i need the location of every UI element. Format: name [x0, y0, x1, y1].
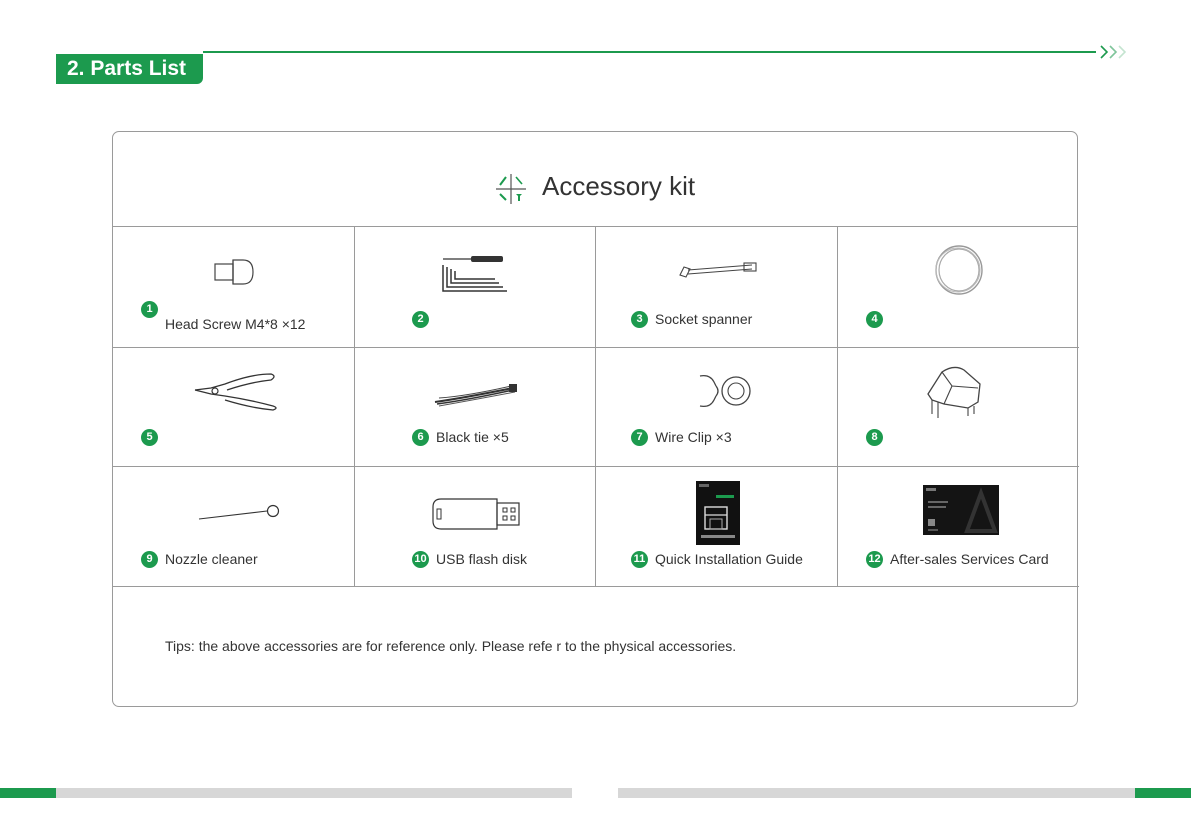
part-cell	[354, 348, 595, 466]
allen-keys-screwdriver-icon	[441, 253, 511, 293]
item-number: 6	[412, 429, 429, 446]
item-number: 4	[866, 311, 883, 328]
item-label: After-sales Services Card	[890, 551, 1049, 567]
part-cell	[837, 467, 1078, 586]
wire-clip-icon	[694, 372, 756, 410]
screw-icon	[213, 256, 255, 288]
section-title: 2. Parts List	[56, 54, 203, 84]
panel-title: Accessory kit	[542, 171, 696, 201]
item-label: Socket spanner	[655, 311, 753, 327]
cable-tie-icon	[433, 384, 519, 408]
item-number: 9	[141, 551, 158, 568]
item-label: Head Screw M4*8 ×12	[165, 316, 306, 332]
part-cell	[354, 227, 595, 347]
tips-note: Tips: the above accessories are for reference only. Please refe r to the physical accessories.	[165, 638, 737, 654]
footer-bar-accent-right	[1135, 788, 1191, 798]
footer-bar-right	[618, 788, 1135, 798]
item-number: 7	[631, 429, 648, 446]
wire-cutter-icon	[191, 370, 281, 412]
part-cell	[354, 467, 595, 586]
panel-header	[113, 132, 1077, 227]
usb-drive-icon	[431, 497, 523, 531]
part-cell	[837, 348, 1078, 466]
part-cell	[595, 467, 837, 586]
parts-row	[113, 348, 1079, 467]
socket-spanner-icon	[676, 261, 758, 283]
tools-icon	[494, 172, 528, 206]
footer-bar-left	[56, 788, 572, 798]
item-label: Nozzle cleaner	[165, 551, 258, 567]
item-label: USB flash disk	[436, 551, 528, 567]
item-label: Quick Installation Guide	[655, 551, 803, 567]
part-cell	[595, 227, 837, 347]
item-number: 8	[866, 429, 883, 446]
item-label: Black tie ×5	[436, 429, 509, 445]
ptfe-tube-coil-icon	[932, 243, 986, 297]
footer-bar-accent-left	[0, 788, 56, 798]
item-label: Wire Clip ×3	[655, 429, 732, 445]
parts-row	[113, 467, 1079, 587]
chevrons-icon	[1097, 42, 1133, 62]
item-number: 10	[412, 551, 429, 568]
part-cell	[113, 348, 354, 466]
item-number: 2	[412, 311, 429, 328]
part-cell	[113, 227, 354, 347]
item-number: 11	[631, 551, 648, 568]
clip-part-icon	[924, 364, 984, 422]
part-cell	[113, 467, 354, 586]
part-cell	[595, 348, 837, 466]
item-number: 12	[866, 551, 883, 568]
parts-row	[113, 227, 1079, 348]
accessory-kit-panel	[112, 131, 1078, 707]
item-number: 3	[631, 311, 648, 328]
nozzle-cleaner-icon	[197, 503, 281, 523]
part-cell	[837, 227, 1078, 347]
header-divider	[203, 51, 1096, 53]
item-number: 5	[141, 429, 158, 446]
guide-booklet-icon	[696, 481, 740, 545]
service-card-icon	[923, 485, 999, 535]
item-number: 1	[141, 301, 158, 318]
